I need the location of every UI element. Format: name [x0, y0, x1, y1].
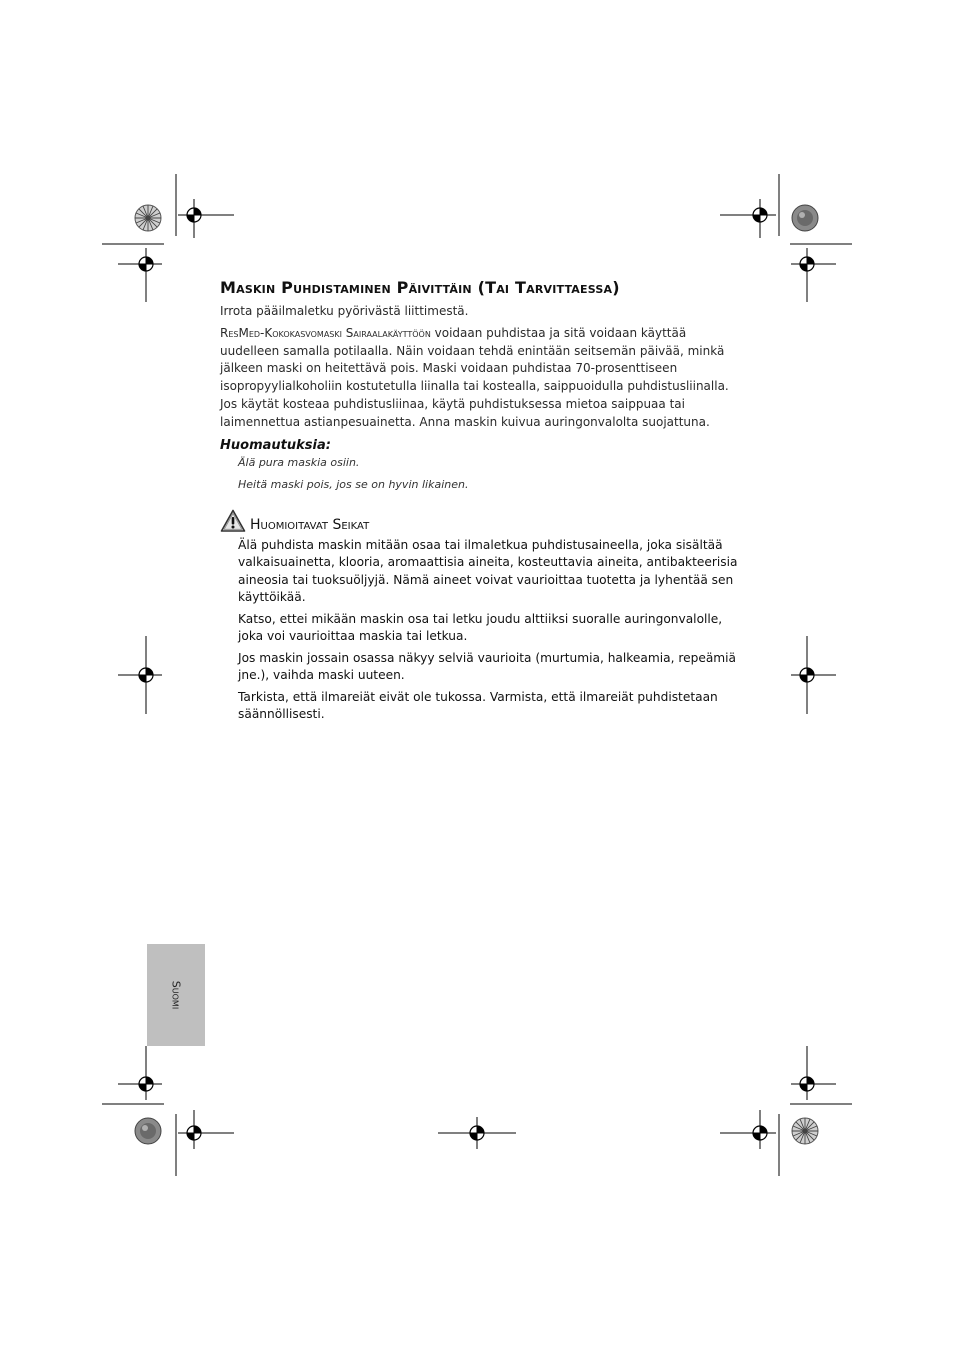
cleaning-text: voidaan puhdistaa ja sitä voidaan käyttää uudelleen samalla potilaalla. Näin voidaan tehdä enintään seitsemän päivää, minkä jälkeen maski on heitettävä pois. Maski voidaan puhdistaa 70-prosenttiseen isopropyylialkoholiin kostutetulla liinalla tai kostealla, saippuoidulla puhdistusliinalla. Jos käytät kosteaa puhdistusliinaa, käytä puhdistuksessa mietoa saippuaa tai laimennettua astianpesuainetta. Anna maskin kuivua auringonvalolta suojattuna.: [220, 325, 729, 429]
intro-paragraph: Irrota pääilmaletku pyörivästä liittimestä.: [220, 304, 469, 318]
color-target-icon: [792, 1118, 818, 1144]
caution-list: [238, 537, 740, 724]
page-content: [220, 278, 740, 728]
caution-item: Katso, ettei mikään maskin osa tai letku joudu alttiiksi suoralle auringonvalolle, joka voi vaurioittaa maskia tai letkua.: [238, 611, 723, 644]
caution-item: Jos maskin jossain osassa näkyy selviä vaurioita (murtumia, halkeamia, repeämiä jne.), vaihda maski uuteen.: [238, 650, 737, 683]
note-item: Heitä maski pois, jos se on hyvin likainen.: [238, 477, 469, 491]
caution-item: Älä puhdista maskin mitään osaa tai ilmaletkua puhdistusaineella, joka sisältää valkaisuainetta, klooria, aromaattisia aineita, kosteuttavia aineita, antibakteerisia aineosia tai tuoksuöljyjä. Nämä aineet voivat vaurioittaa tuotetta ja lyhentää sen käyttöikää.: [238, 537, 738, 605]
caution-title: Huomioitavat Seikat: [250, 516, 370, 533]
color-target-icon: [792, 205, 818, 231]
notes-heading: Huomautuksia:: [220, 437, 331, 453]
warning-icon: [220, 509, 246, 533]
section-title: Maskin Puhdistaminen Päivittäin (Tai Tarvittaessa): [220, 278, 620, 297]
caution-item: Tarkista, että ilmareiät eivät ole tukossa. Varmista, että ilmareiät puhdistetaan säännöllisesti.: [238, 689, 718, 722]
color-target-icon: [135, 205, 161, 231]
note-item: Älä pura maskia osiin.: [238, 455, 360, 469]
language-label: Suomi: [169, 980, 183, 1010]
color-target-icon: [135, 1118, 161, 1144]
product-name: ResMed-Kokokasvomaski Sairaalakäyttöön: [220, 325, 431, 340]
language-side-tab: [147, 944, 205, 1046]
caution-heading: [220, 509, 740, 533]
cleaning-paragraph: [220, 325, 740, 432]
